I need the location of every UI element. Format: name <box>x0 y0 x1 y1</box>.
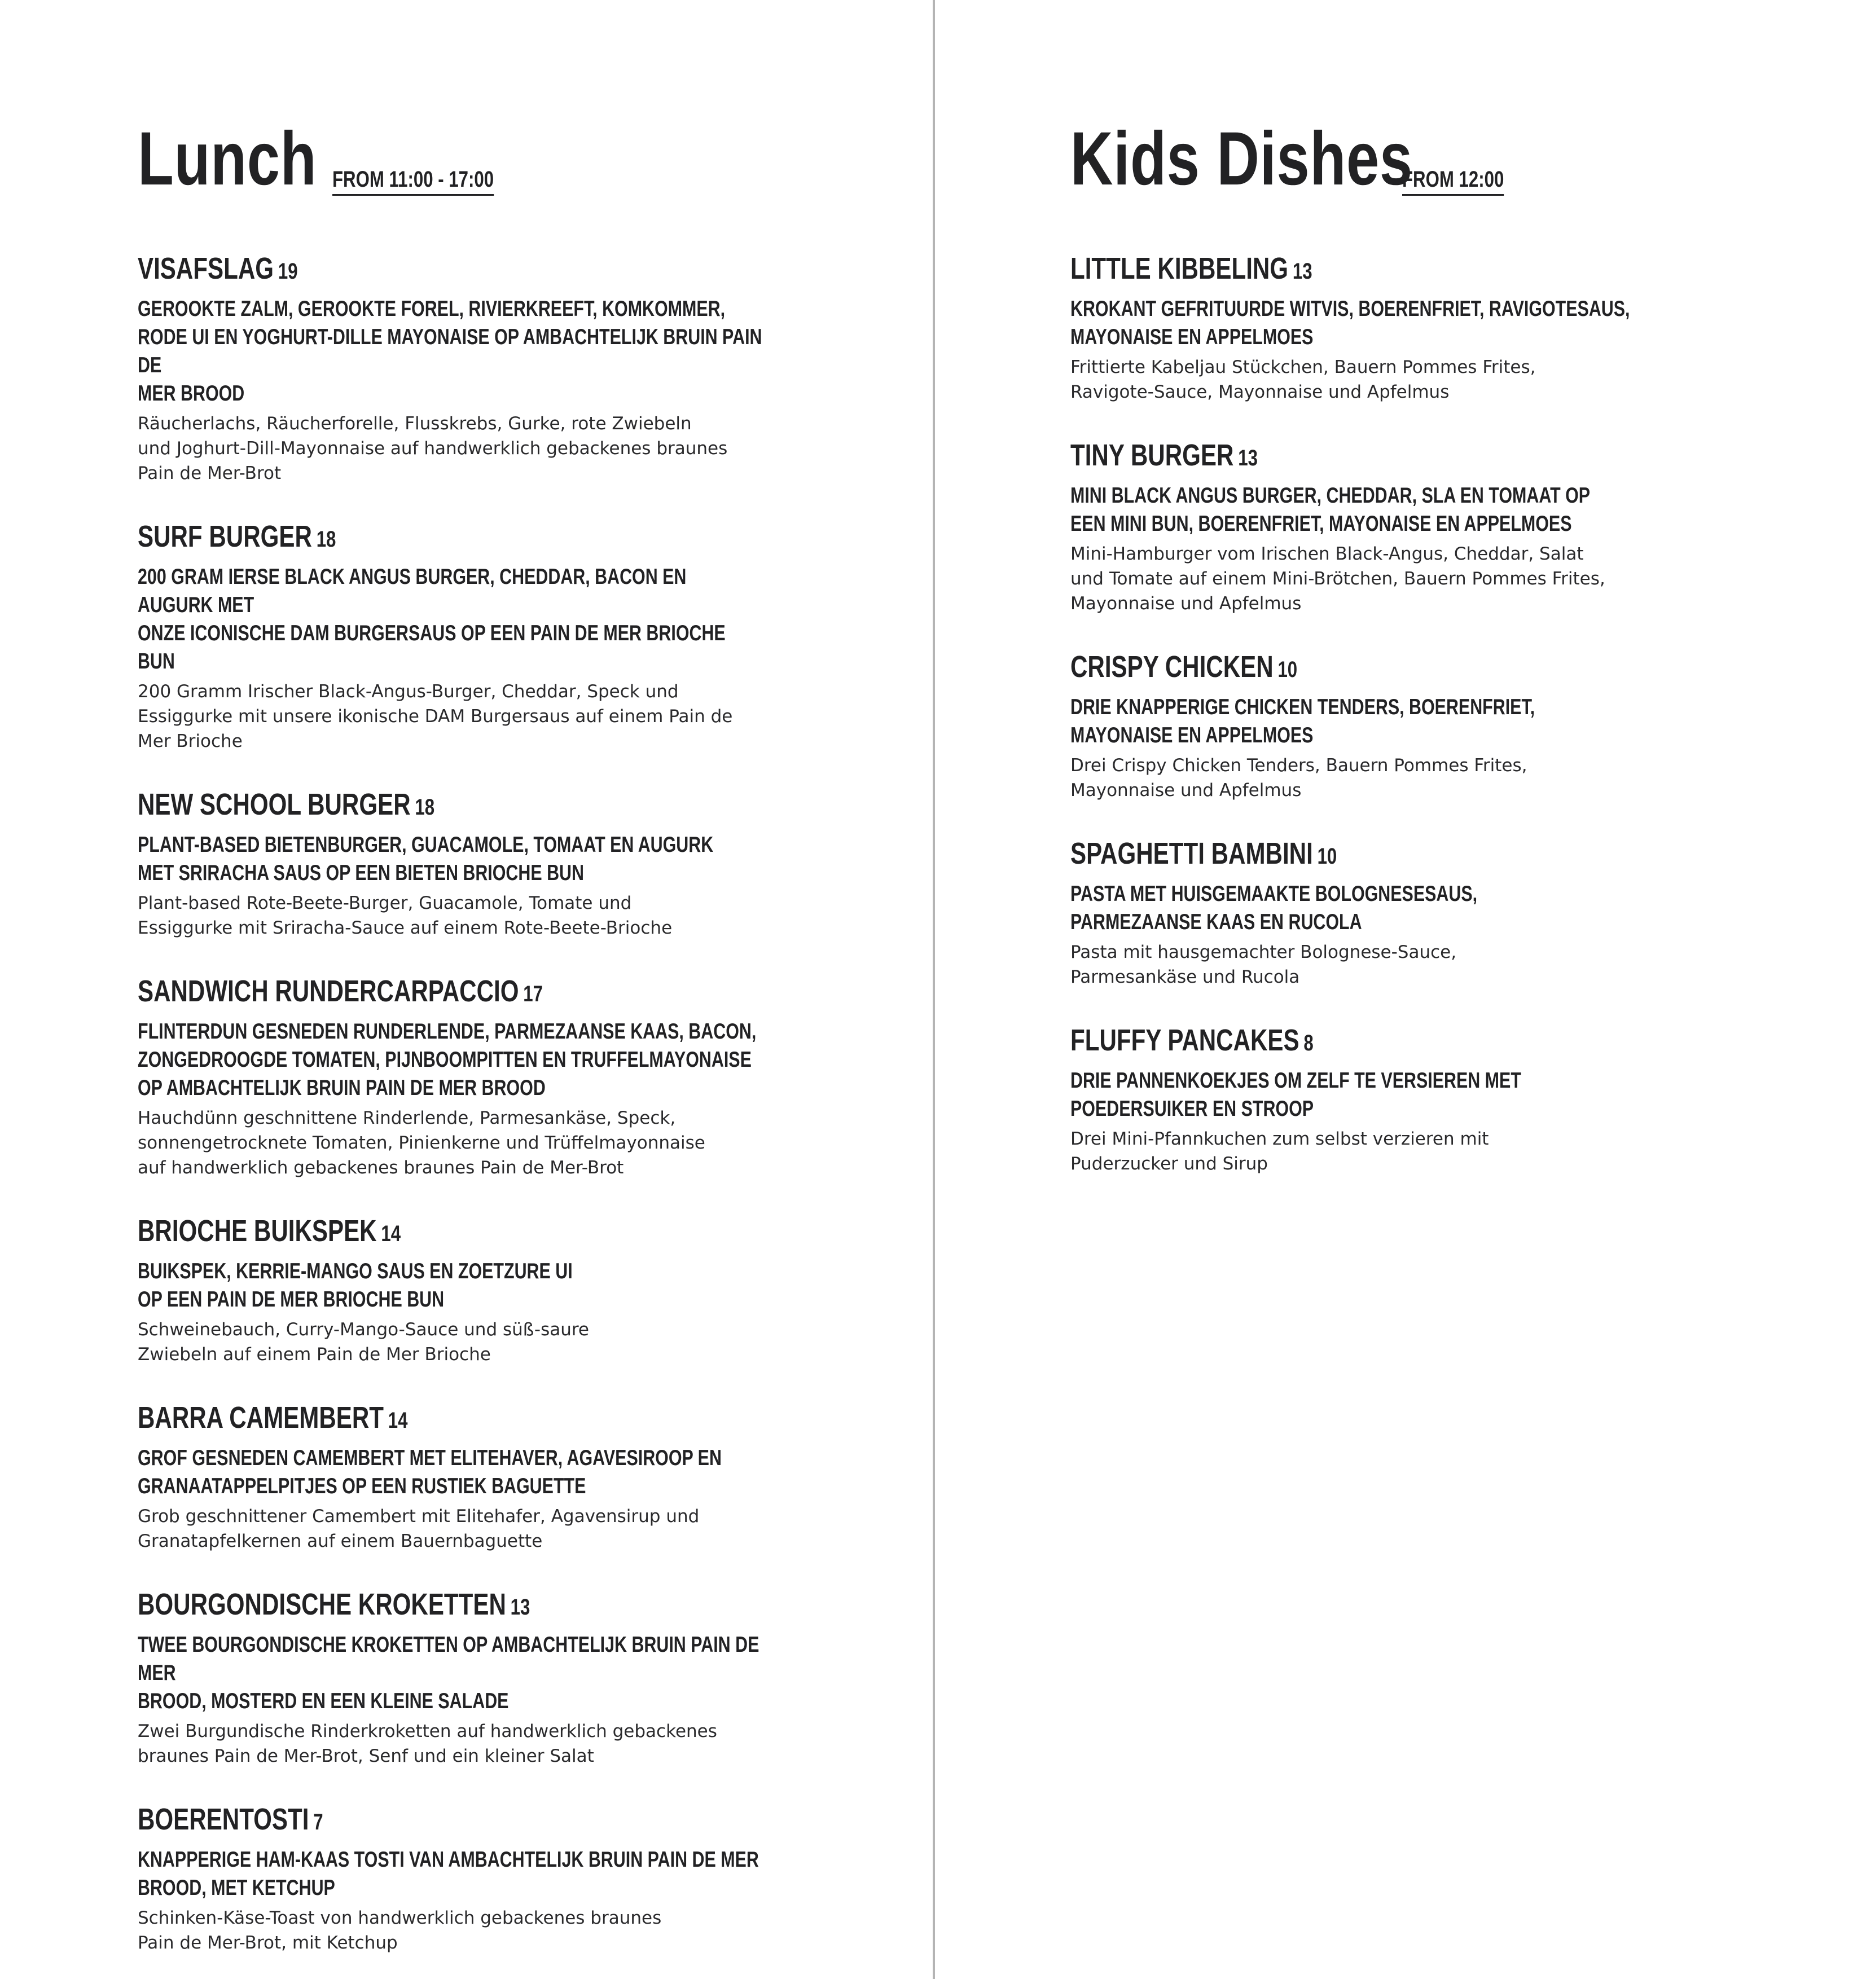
menu-item <box>138 973 804 1180</box>
menu-item-description-de: Grob geschnittener Camembert mit Elitehafer, Agavensirup und Granatapfelkernen auf einem Bauernbaguette <box>138 1506 700 1551</box>
menu-item-description-de: Drei Mini-Pfannkuchen zum selbst verzieren mit Puderzucker und Sirup <box>1070 1129 1489 1174</box>
menu-item <box>138 1400 804 1554</box>
menu-item-description-nl: 200 GRAM IERSE BLACK ANGUS BURGER, CHEDDAR, BACON EN AUGURK MET ONZE ICONISCHE DAM BURGERSAUS OP EEN PAIN DE MER BRIOCHE BUN <box>138 565 726 674</box>
menu-item <box>138 786 804 940</box>
menu-item-description-nl: DRIE KNAPPERIGE CHICKEN TENDERS, BOERENFRIET, MAYONAISE EN APPELMOES <box>1070 695 1535 747</box>
menu-item-name <box>1070 250 1590 289</box>
menu-item-description-nl: GEROOKTE ZALM, GEROOKTE FOREL, RIVIERKREEFT, KOMKOMMER, RODE UI EN YOGHURT-DILLE MAYONAISE OP AMBACHTELIJK BRUIN PAIN DE MER BROOD <box>138 297 762 406</box>
menu-item-description-de: Frittierte Kabeljau Stückchen, Bauern Pommes Frites, Ravigote-Sauce, Mayonnaise und Apfelmus <box>1070 357 1536 402</box>
menu-item-price: 18 <box>415 795 435 820</box>
menu-item-description-nl: DRIE PANNENKOEKJES OM ZELF TE VERSIEREN MET POEDERSUIKER EN STROOP <box>1070 1068 1521 1121</box>
menu-item <box>1070 437 1736 616</box>
menu-item <box>1070 835 1736 989</box>
menu-item-price: 13 <box>1292 259 1312 284</box>
lunch-section <box>138 117 804 1988</box>
menu-item-price: 8 <box>1303 1031 1314 1055</box>
menu-item-title: BARRA CAMEMBERT <box>138 1401 384 1435</box>
kids-heading <box>1070 117 1736 201</box>
menu-item-price: 13 <box>510 1595 530 1620</box>
menu-item-name <box>1070 649 1590 688</box>
menu-item-description-de: Plant-based Rote-Beete-Burger, Guacamole, Tomate und Essiggurke mit Sriracha-Sauce auf einem Rote-Beete-Brioche <box>138 893 673 938</box>
menu-item <box>138 518 804 754</box>
menu-item-title: SANDWICH RUNDERCARPACCIO <box>138 974 519 1008</box>
menu-item-name <box>138 973 657 1012</box>
section-hours: FROM 11:00 - 17:00 <box>332 168 494 196</box>
section-title: Lunch <box>138 117 317 201</box>
menu-item-name <box>138 1801 657 1840</box>
menu-item-price: 10 <box>1277 657 1298 682</box>
section-hours: FROM 12:00 <box>1402 168 1504 196</box>
menu-item <box>138 1801 804 1955</box>
menu-item-description-de: Schinken-Käse-Toast von handwerklich gebackenes braunes Pain de Mer-Brot, mit Ketchup <box>138 1908 662 1953</box>
menu-item <box>138 250 804 486</box>
menu-item-description-nl: PASTA MET HUISGEMAAKTE BOLOGNESESAUS, PARMEZAANSE KAAS EN RUCOLA <box>1070 882 1478 934</box>
menu-item-title: BRIOCHE BUIKSPEK <box>138 1214 377 1248</box>
menu-item-title: CRISPY CHICKEN <box>1070 650 1274 684</box>
menu-item-description-nl: TWEE BOURGONDISCHE KROKETTEN OP AMBACHTELIJK BRUIN PAIN DE MER BROOD, MOSTERD EN EEN KLEINE SALADE <box>138 1633 759 1713</box>
menu-item-description-de: 200 Gramm Irischer Black-Angus-Burger, Cheddar, Speck und Essiggurke mit unsere ikonische DAM Burgersaus auf einem Pain de Mer Brioche <box>138 681 733 751</box>
menu-item-price: 7 <box>313 1810 323 1835</box>
menu-item-name <box>1070 1022 1590 1061</box>
menu-item-price: 14 <box>381 1221 401 1246</box>
menu-item-title: VISAFSLAG <box>138 252 274 285</box>
menu-item-title: BOERENTOSTI <box>138 1802 309 1836</box>
menu-item <box>1070 250 1736 404</box>
menu-item-name <box>138 518 657 557</box>
menu-item <box>1070 1022 1736 1176</box>
menu-item <box>1070 649 1736 803</box>
menu-item <box>138 1213 804 1367</box>
menu-item-description-nl: KNAPPERIGE HAM-KAAS TOSTI VAN AMBACHTELIJK BRUIN PAIN DE MER BROOD, MET KETCHUP <box>138 1848 759 1900</box>
menu-item-description-de: Räucherlachs, Räucherforelle, Flusskrebs, Gurke, rote Zwiebeln und Joghurt-Dill-Mayonnaise auf handwerklich gebackenes braunes Pain de Mer-Brot <box>138 414 728 483</box>
menu-item-description-de: Schweinebauch, Curry-Mango-Sauce und süß-saure Zwiebeln auf einem Pain de Mer Brioche <box>138 1320 590 1365</box>
menu-item-description-nl: GROF GESNEDEN CAMEMBERT MET ELITEHAVER, AGAVESIROOP EN GRANAATAPPELPITJES OP EEN RUSTIEK BAGUETTE <box>138 1446 722 1498</box>
menu-item-name <box>1070 835 1590 874</box>
menu-item-description-de: Drei Crispy Chicken Tenders, Bauern Pommes Frites, Mayonnaise und Apfelmus <box>1070 755 1527 801</box>
menu-item-title: NEW SCHOOL BURGER <box>138 788 411 821</box>
menu-item-description-de: Pasta mit hausgemachter Bolognese-Sauce, Parmesankäse und Rucola <box>1070 942 1457 987</box>
menu-item-price: 17 <box>523 982 543 1006</box>
menu-item-price: 18 <box>316 527 336 552</box>
menu-item <box>138 1586 804 1769</box>
menu-item-description-nl: FLINTERDUN GESNEDEN RUNDERLENDE, PARMEZAANSE KAAS, BACON, ZONGEDROOGDE TOMATEN, PIJNBOOMPITTEN EN TRUFFELMAYONAISE OP AMBACHTELIJK BRUIN PAIN DE MER BROOD <box>138 1019 757 1100</box>
menu-item-description-nl: BUIKSPEK, KERRIE-MANGO SAUS EN ZOETZURE UI OP EEN PAIN DE MER BRIOCHE BUN <box>138 1259 573 1312</box>
column-divider <box>933 0 935 1979</box>
menu-item-description-nl: PLANT-BASED BIETENBURGER, GUACAMOLE, TOMAAT EN AUGURK MET SRIRACHA SAUS OP EEN BIETEN BRIOCHE BUN <box>138 833 714 885</box>
lunch-heading <box>138 117 804 201</box>
menu-item-name <box>138 786 657 825</box>
menu-item-description-de: Zwei Burgundische Rinderkroketten auf handwerklich gebackenes braunes Pain de Mer-Brot, Senf und ein kleiner Salat <box>138 1721 717 1766</box>
menu-item-price: 13 <box>1238 446 1258 470</box>
lunch-menu-list <box>138 250 804 1955</box>
menu-item-title: SPAGHETTI BAMBINI <box>1070 837 1313 870</box>
menu-item-price: 19 <box>278 259 298 284</box>
menu-item-price: 10 <box>1317 844 1337 869</box>
menu-item-name <box>1070 437 1590 476</box>
menu-item-title: BOURGONDISCHE KROKETTEN <box>138 1587 506 1621</box>
menu-item-name <box>138 1213 657 1252</box>
menu-item-description-de: Mini-Hamburger vom Irischen Black-Angus, Cheddar, Salat und Tomate auf einem Mini-Brötchen, Bauern Pommes Frites, Mayonnaise und Apfelmus <box>1070 544 1605 614</box>
menu-item-title: LITTLE KIBBELING <box>1070 252 1289 285</box>
menu-item-title: SURF BURGER <box>138 520 312 553</box>
menu-item-description-nl: KROKANT GEFRITUURDE WITVIS, BOERENFRIET, RAVIGOTESAUS, MAYONAISE EN APPELMOES <box>1070 297 1630 349</box>
menu-item-name <box>138 1400 657 1439</box>
kids-section <box>1070 117 1736 1209</box>
kids-menu-list <box>1070 250 1736 1176</box>
menu-item-description-de: Hauchdünn geschnittene Rinderlende, Parmesankäse, Speck, sonnengetrocknete Tomaten, Pinienkerne und Trüffelmayonnaise auf handwerklich gebackenes braunes Pain de Mer-Brot <box>138 1108 705 1178</box>
menu-item-name <box>138 250 657 289</box>
menu-item-price: 14 <box>388 1408 408 1433</box>
menu-item-name <box>138 1586 657 1625</box>
section-title: Kids Dishes <box>1070 117 1413 201</box>
menu-item-title: TINY BURGER <box>1070 438 1234 472</box>
menu-item-title: FLUFFY PANCAKES <box>1070 1023 1299 1057</box>
menu-item-description-nl: MINI BLACK ANGUS BURGER, CHEDDAR, SLA EN TOMAAT OP EEN MINI BUN, BOERENFRIET, MAYONAISE EN APPELMOES <box>1070 483 1591 536</box>
